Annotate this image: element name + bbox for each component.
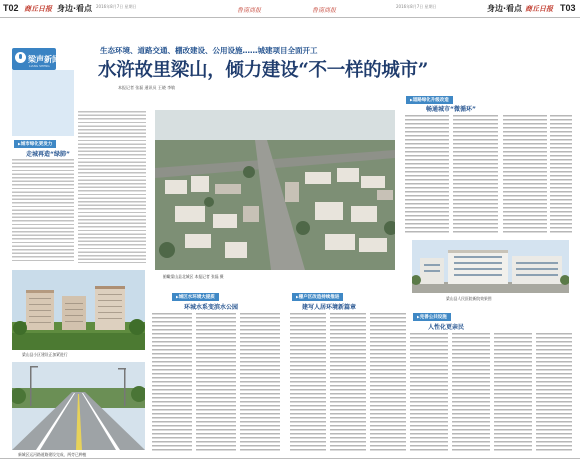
tag-water: ▶ 城区水环境大提质 (172, 293, 219, 301)
text-column (453, 114, 498, 234)
right-section-title: 身边·看点 (487, 4, 523, 13)
text-column (550, 114, 572, 234)
left-section-title: 身边·看点 (57, 4, 93, 13)
left-page-number: T02 (3, 3, 19, 13)
article-headline: 水浒故里梁山，倾力建设“不一样的城市” (98, 60, 429, 81)
head-road: 畅通城市“微循环” (426, 106, 476, 113)
microphone-icon (15, 52, 26, 63)
aerial-photo (155, 110, 395, 270)
text-column (240, 312, 280, 452)
hospital-photo (412, 240, 569, 293)
page-header (0, 0, 580, 18)
text-column (330, 312, 366, 452)
tag-green: ▶ 城市绿化更发力 (14, 140, 56, 148)
text-column (152, 312, 192, 452)
logo-title: 梁声新闻 (28, 54, 60, 64)
right-masthead: 商丘日报 (525, 4, 553, 13)
text-column (290, 312, 326, 452)
caption-hospital: 梁山县人民医院新院效果图 (446, 296, 492, 301)
tag-public: ▶ 完善公共设施 (413, 313, 451, 321)
footer-divider (0, 458, 580, 459)
head-water: 环城水系变滨水公园 (184, 304, 239, 311)
tag-road: ▶ 道路绿化升级改造 (406, 96, 453, 104)
head-public: 人性化更亲民 (428, 324, 465, 331)
article-byline: 本报记者 张磊 通讯员 王晓 李敏 (118, 85, 176, 90)
center-masthead-right: 鲁南商报 (312, 7, 337, 14)
head-green: 走城再造“绿肺” (26, 151, 70, 158)
text-column (410, 332, 448, 452)
road-photo (12, 362, 145, 450)
text-column (78, 110, 146, 263)
text-column (536, 332, 572, 452)
right-date: 2016年8月7日 星期日 (396, 4, 437, 9)
header-divider (0, 17, 580, 18)
text-column (370, 312, 406, 452)
text-column (494, 332, 532, 452)
text-column (452, 332, 490, 452)
logo-roman: LIANG SHENG (29, 64, 50, 68)
text-column (503, 114, 547, 234)
article-subhead: 生态环境、道路交通、棚改建设、公用设施……城建项目全面开工 (100, 46, 318, 55)
intro-box (12, 70, 74, 136)
column-logo (12, 48, 60, 70)
center-masthead-left: 鲁南商报 (237, 7, 262, 14)
text-column (196, 312, 236, 452)
left-date: 2016年8月7日 星期日 (96, 4, 137, 9)
caption-apartments: 梁山县小区建设正加紧进行 (22, 352, 68, 357)
text-column (405, 114, 449, 234)
caption-aerial: 俯瞰梁山县北城区 本报记者 张磊 摄 (163, 274, 224, 279)
apartments-photo (12, 270, 145, 350)
caption-road: 新城区运河路道路建设完成，两旁已种植 (18, 452, 87, 457)
right-page-number: T03 (560, 3, 576, 13)
head-shanty: 建写人居环境新篇章 (302, 304, 357, 311)
tag-shanty: ▶ 棚户区改造持续推进 (292, 293, 343, 301)
left-masthead: 商丘日报 (24, 4, 52, 13)
text-column (12, 158, 74, 263)
